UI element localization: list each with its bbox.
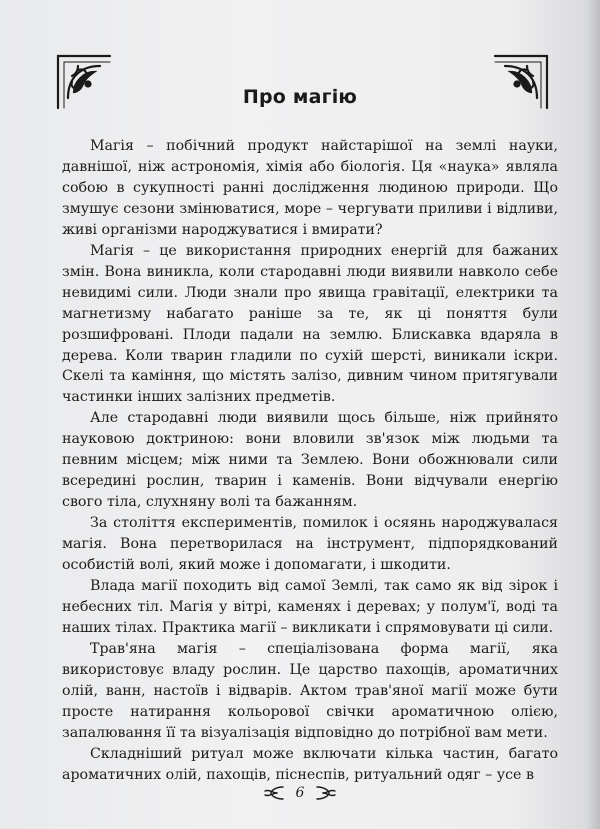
paragraph: Магія – це використання природних енергій для бажаних змін. Вона виникла, коли стародавні люди виявили навколо себе невидимі сили. Люди знали про явища гравітації, електрики та магнетизму набагато раніше за те, як ці поняття були розшифровані. Плоди падали на землю. Блискавка вдаряла в дерева. Коли тварин гладили по сухій шерсті, виникали іскри. Скелі та каміння, що містять залізо, дивним чином притягували частинки інших залізних предметів. <box>62 242 558 406</box>
paragraph: Магія – побічний продукт найстарішої на землі науки, давнішої, ніж астрономія, хімія або біологія. Ця «наука» являла собою в сукупності ранні дослідження людиною природи. Що змушує сезони змінюватися, море – чергувати приливи і відливи, живі організми народжуватися і вмирати? <box>62 138 558 238</box>
footer-ornament-left-icon <box>263 785 285 801</box>
body-text <box>62 136 558 786</box>
paragraph: Складніший ритуал може включати кілька частин, багато ароматичних олій, пахощів, піснеспів, ритуальний одяг – усе в <box>62 745 558 783</box>
paragraph: Трав'яна магія – спеціалізована форма магії, яка використовує владу рослин. Це царство пахощів, ароматичних олій, ванн, настоїв і відварів. Актом трав'яної магії може бути просте натирання кольорової свічки ароматичною олією, запалювання її та візуалізація відповідно до потрібної вам мети. <box>62 640 558 741</box>
page-title: Про магію <box>242 86 358 108</box>
paragraph: Але стародавні люди виявили щось більше, ніж прийнято науковою доктриною: вони вловили зв'язок між людьми та певним місцем; між ними та Землею. Вони обожнювали сили всередині рослин, тварин і каменів. Вони відчували енергію свого тіла, слухняну волі та бажанням. <box>62 410 558 511</box>
footer-ornament-right-icon <box>315 785 337 801</box>
page-footer <box>0 785 600 801</box>
paragraph: Влада магії походить від самої Землі, так само як від зірок і небесних тіл. Магія у вітрі, каменях і деревах; у полум'ї, воді та наших тілах. Практика магії – викликати і спрямовувати ці сили. <box>62 578 558 636</box>
page-edge-shadow <box>586 0 600 829</box>
paragraph: За століття експериментів, помилок і осяянь народжувалася магія. Вона перетворилася на інструмент, підпорядкований особистій волі, який може і допомагати, і шкодити. <box>62 515 558 574</box>
page-number: 6 <box>295 785 305 801</box>
